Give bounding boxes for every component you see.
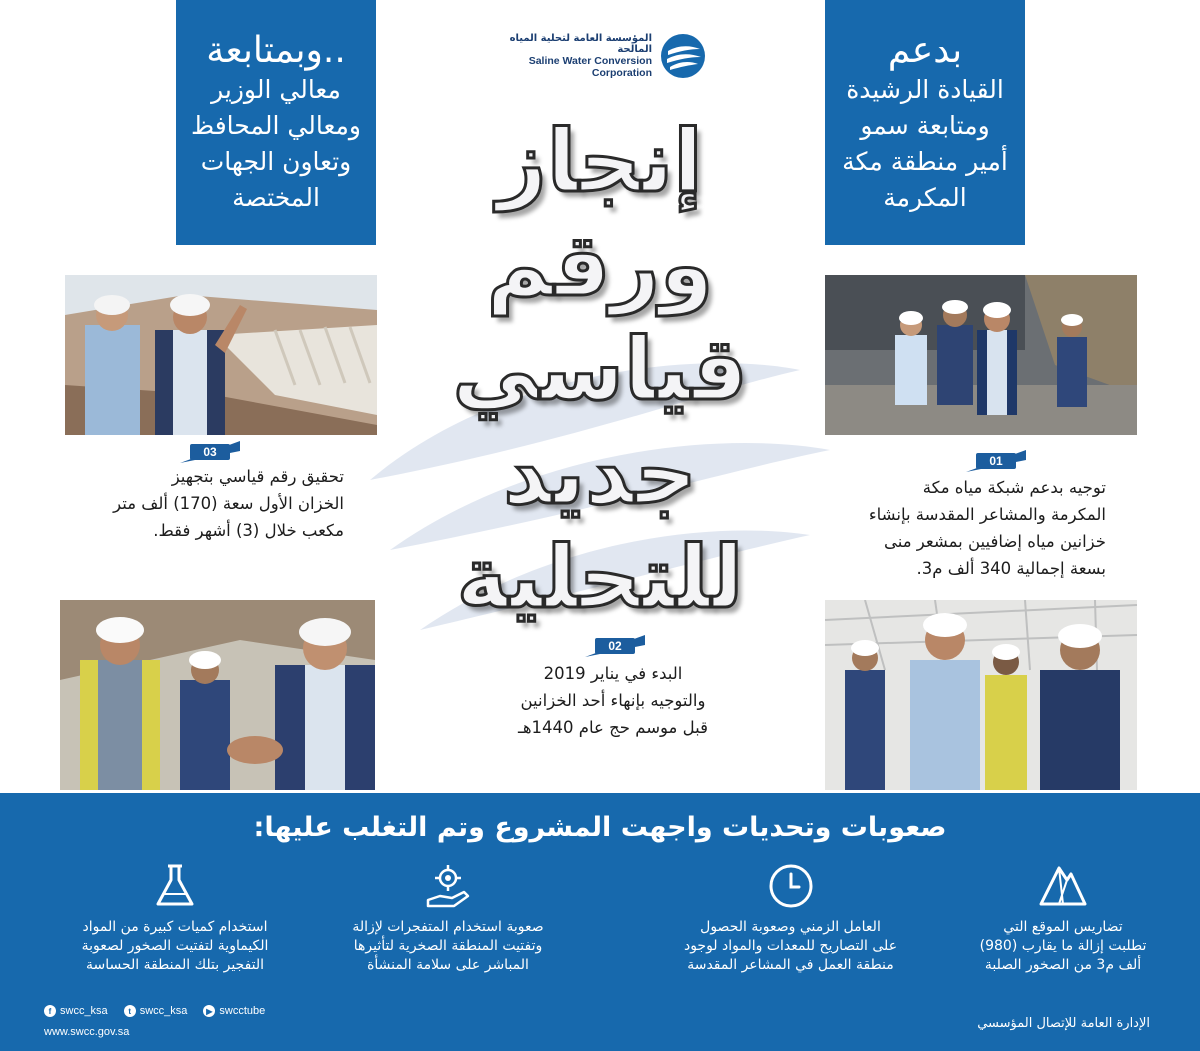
right-blue-box (825, 0, 1025, 245)
facebook-icon: f (44, 1005, 56, 1017)
left-blue-box (176, 0, 376, 245)
website-link[interactable]: www.swcc.gov.sa (44, 1026, 130, 1038)
item-number-badge (585, 635, 645, 657)
caption-line: توجيه بدعم شبكة مياه مكة (922, 478, 1106, 497)
caption-line: البدء في يناير 2019 (543, 664, 683, 683)
challenge-line: الكيماوية لتفتيت الصخور لصعوبة (81, 938, 269, 954)
caption-line: قبل موسم حج عام 1440هـ (518, 718, 708, 737)
challenge-line: صعوبة استخدام المتفجرات لإزالة (352, 919, 544, 935)
facebook-handle: swcc_ksa (60, 1005, 108, 1017)
headline-line3: قياسي (452, 320, 748, 420)
caption-line: تحقيق رقم قياسي بتجهيز (171, 467, 344, 486)
challenge-line: تطلبت إزالة ما يقارب (980) (979, 938, 1147, 954)
right-box-line1: بدعم (887, 29, 963, 71)
left-box-line1: ..وبمتابعة (206, 29, 346, 71)
clock-icon (765, 860, 817, 912)
left-box-line5: المختصة (232, 182, 320, 212)
caption-line: بسعة إجمالية 340 ألف م3. (916, 559, 1106, 578)
challenge-line: ألف م3 من الصخور الصلبة (984, 957, 1142, 973)
challenge-line: وتفتيت المنطقة الصخرية لتأثيرها (353, 938, 543, 954)
photo-group-inspection (825, 600, 1137, 790)
left-box-line4: وتعاون الجهات (200, 146, 352, 176)
photo-site-visit-hillside (65, 275, 377, 435)
twitter-link[interactable] (124, 1005, 188, 1017)
facebook-link[interactable] (44, 1005, 108, 1017)
challenge-line: العامل الزمني وصعوبة الحصول (700, 919, 881, 935)
challenge-line: على التصاريح للمعدات والمواد لوجود (683, 938, 898, 954)
headline-line2: ورقم (486, 216, 714, 316)
challenge-chemicals (55, 860, 295, 975)
item-number: 01 (989, 454, 1003, 468)
challenge-line: تضاريس الموقع التي (1003, 919, 1123, 935)
swcc-logo (492, 33, 712, 79)
left-box-line3: ومعالي المحافظ (191, 110, 361, 140)
swcc-logo-icon (660, 33, 706, 79)
headline-line1: إنجاز (497, 112, 703, 212)
challenge-time (658, 860, 923, 975)
left-box-line2: معالي الوزير (211, 74, 341, 104)
photo-handshake (60, 600, 375, 790)
challenge-explosives (323, 860, 573, 975)
caption-line: مكعب خلال (3) أشهر فقط. (153, 521, 344, 540)
headline-line4: جديد (503, 424, 697, 524)
gear-hand-icon (422, 860, 474, 912)
caption-line: الخزان الأول سعة (170) ألف متر (113, 494, 344, 513)
challenge-line: استخدام كميات كبيرة من المواد (82, 919, 268, 935)
item-number-badge (180, 441, 240, 463)
right-box-line2: القيادة الرشيدة (846, 74, 1004, 104)
item-caption-01 (820, 474, 1106, 582)
right-box-line4: أمير منطقة مكة (842, 146, 1008, 176)
item-caption-02 (470, 660, 756, 741)
caption-line: خزانين مياه إضافيين بمشعر منى (883, 532, 1106, 551)
flask-icon (149, 860, 201, 912)
youtube-handle: swcctube (219, 1005, 266, 1017)
twitter-handle: swcc_ksa (139, 1005, 188, 1017)
item-number: 03 (203, 445, 217, 459)
right-box-line3: ومتابعة سمو (860, 110, 990, 140)
right-box-line5: المكرمة (883, 182, 967, 212)
challenge-line: المباشر على سلامة المنشأة (367, 957, 529, 973)
logo-arabic-name: المؤسسة العامة لتحلية المياه المالحة (509, 33, 652, 55)
social-links (44, 1005, 265, 1017)
challenge-terrain (948, 860, 1178, 975)
challenge-line: منطقة العمل في المشاعر المقدسة (687, 957, 894, 973)
challenges-title: صعوبات وتحديات واجهت المشروع وتم التغلب عليها: (253, 812, 947, 843)
photo-officials-walking (825, 275, 1137, 435)
twitter-icon: t (124, 1005, 136, 1017)
logo-english-name: Saline Water Conversion Corporation (528, 55, 652, 79)
youtube-link[interactable] (203, 1005, 265, 1017)
item-number-badge (966, 450, 1026, 472)
challenge-line: التفجير بتلك المنطقة الحساسة (85, 957, 265, 973)
caption-line: المكرمة والمشاعر المقدسة بإنشاء (868, 505, 1106, 524)
item-caption-03 (60, 463, 344, 544)
headline-line5: للتحلية (456, 528, 744, 628)
department-name: الإدارة العامة للإتصال المؤسسي (977, 1016, 1150, 1031)
item-number: 02 (608, 639, 622, 653)
main-headline (430, 110, 770, 630)
mountain-icon (1037, 860, 1089, 912)
youtube-icon: ▶ (203, 1005, 215, 1017)
caption-line: والتوجيه بإنهاء أحد الخزانين (520, 691, 706, 710)
